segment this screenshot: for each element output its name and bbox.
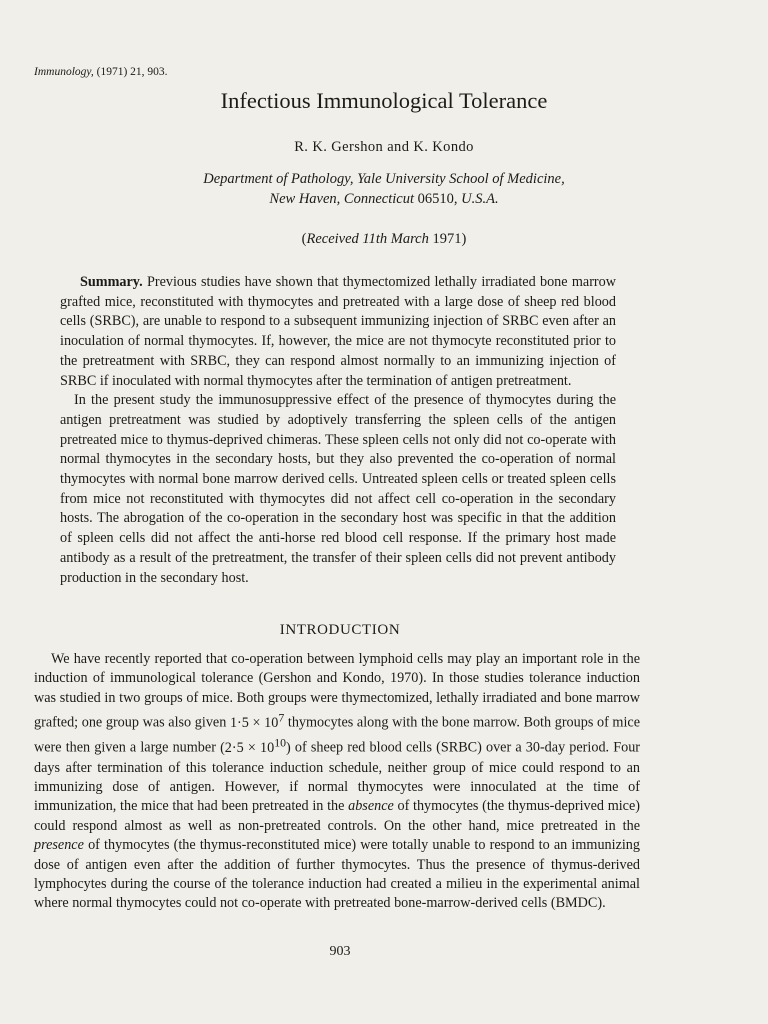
- received-year: 1971: [432, 231, 462, 247]
- introduction-heading: INTRODUCTION: [279, 622, 401, 638]
- affiliation-zip: 06510,: [417, 190, 458, 207]
- dose-1-exponent: 7: [278, 710, 285, 725]
- journal-citation: [34, 66, 168, 78]
- introduction-paragraph: [34, 650, 640, 914]
- dose-2-exponent: 10: [274, 735, 287, 750]
- summary-text-1: Previous studies have shown that thymectomized lethally irradiated bone marrow grafted mice, reconstituted with thymocytes and pretreated with a large dose of sheep red blood cells (SRBC), are unable to respond to a subsequent immunizing injection of SRBC even after an inoculation of normal thymocytes. If, however, the mice are not thymocyte reconstituted prior to the pretreatment with SRBC, they can respond almost normally to an immunizing injection of SRBC if inoculated with normal thymocytes after the termination of antigen pretreatment.: [60, 274, 617, 389]
- affiliation-line-2: [0, 190, 768, 210]
- received-label: Received 11th March: [306, 231, 429, 247]
- emphasis-presence: presence: [34, 837, 84, 854]
- dose-1-mantissa: 1·5 × 10: [229, 714, 279, 731]
- summary-section: [60, 273, 616, 588]
- dose-1: [229, 710, 285, 731]
- journal-name: Immunology,: [34, 66, 94, 78]
- dose-2: [220, 735, 291, 757]
- summary-paragraph-2: In the present study the immunosuppressive effect of the presence of thymocytes during the antigen pretreatment was studied by adoptively transferring the spleen cells of the antigen pretreated mice to thymus-deprived chimeras. These spleen cells not only did not co-operate with normal thymocytes in the secondary hosts, but they also prevented the co-operation of normal thymocytes with normal bone marrow derived cells. Untreated spleen cells or treated spleen cells from mice not reconstituted with thymocytes did not affect cell co-operation in the secondary hosts. The abrogation of the co-operation in the secondary host was specific in that the addition of spleen cells did not affect the anti-horse red blood cell response. If the primary host made antibody as a result of the pretreatment, the transfer of their spleen cells did not prevent antibody production in the secondary host.: [60, 392, 616, 586]
- emphasis-absence: absence: [348, 798, 394, 815]
- intro-text-segment-1: We have recently reported that co-operation between lymphoid cells may play an important role in the induction of immunological tolerance (Gershon and Kondo, 1970). In those studies tolerance induction was studied in two groups of mice. Both groups were thymectomized, lethally irradiated and bone marrow grafted; one group was also given: [34, 651, 640, 731]
- intro-text-segment-5: of thymocytes (the thymus-reconstituted mice) were totally unable to respond to an immunizing dose of antigen even after the addition of further thymocytes. Thus the presence of thymus-derived lymphocytes during the course of the tolerance induction had created a milieu in the experimental animal where normal thymocytes could not co-operate with pretreated bone-marrow-derived cells (BMDC).: [34, 837, 640, 912]
- page-number: 903: [329, 944, 351, 959]
- affiliation-country: U.S.A.: [461, 190, 499, 207]
- author-line: R. K. Gershon and K. Kondo: [294, 139, 474, 155]
- dose-2-close: ): [286, 740, 291, 757]
- paper-title: Infectious Immunological Tolerance: [220, 88, 548, 113]
- affiliation-city: New Haven, Connecticut: [269, 190, 414, 207]
- affiliation-line-1: Department of Pathology, Yale University School of Medicine,: [203, 171, 565, 187]
- intro-text-segment-3: of sheep red blood cells (SRBC) over a 30-day period. Four days after termination of this tolerance induction schedule, neither group of mice could respond to an immunizing dose of antigen. However, if normal thymocytes were innoculated at the time of immunization, the mice that had been pretreated in the: [34, 740, 641, 815]
- received-date: (Received 11th March 1971): [301, 231, 467, 247]
- dose-2-mantissa: (2·5 × 10: [220, 740, 275, 757]
- summary-label: Summary.: [80, 274, 143, 290]
- introduction-body: [34, 650, 640, 914]
- summary-paragraph-1: [60, 273, 616, 391]
- affiliation: [0, 170, 768, 209]
- intro-text-segment-2: thymocytes along with the bone marrow. Both groups of mice were then given a large number: [34, 714, 641, 757]
- intro-text-segment-4: of thymocytes (the thymus-deprived mice) could respond almost as well as non-pretreated controls. On the other hand, mice pretreated in the: [34, 798, 640, 834]
- journal-volume-page: (1971) 21, 903.: [96, 66, 168, 78]
